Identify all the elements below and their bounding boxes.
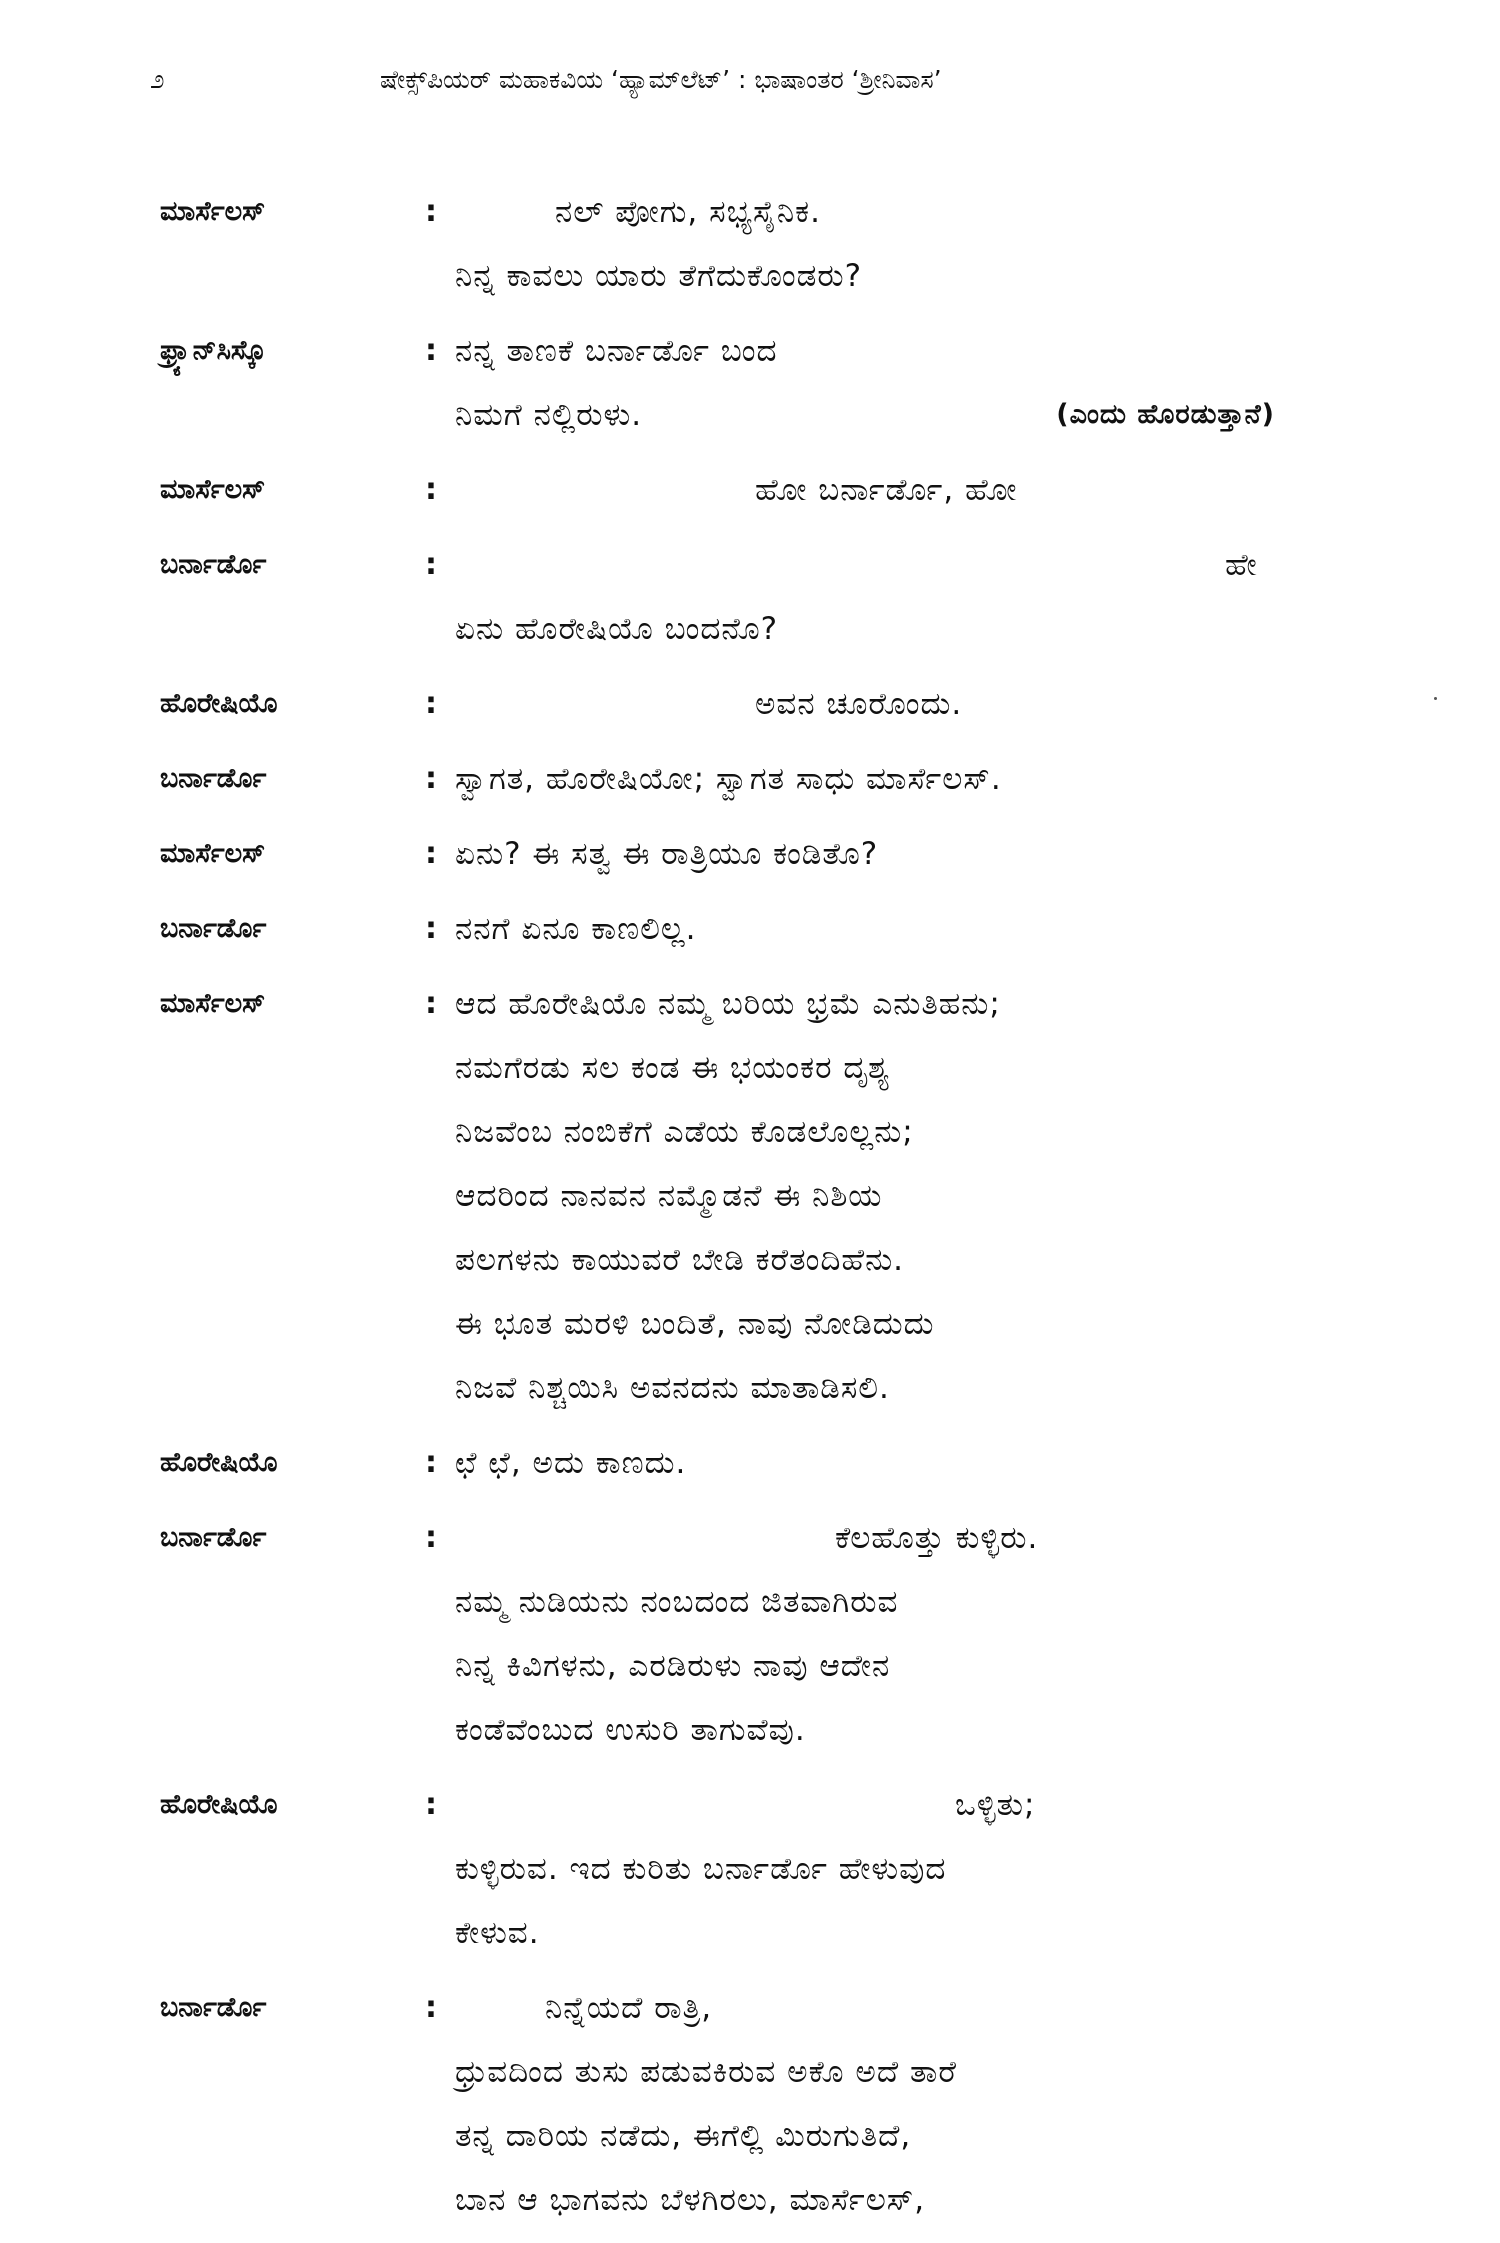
speaker-name: ಬರ್ನಾರ್ಡೊ	[160, 1992, 267, 2023]
dialogue-entry	[160, 897, 1360, 961]
speech-line: ನಿನ್ನ ಕಾವಲು ಯಾರು ತೆಗೆದುಕೊಂಡರು?	[455, 258, 863, 294]
speech-line: ಒಳ್ಳಿತು;	[955, 1787, 1036, 1823]
colon: :	[425, 547, 437, 582]
speech-line: ತನ್ನ ದಾರಿಯ ನಡೆದು, ಈಗೆಲ್ಲಿ ಮಿರುಗುತಿದೆ,	[455, 2118, 912, 2154]
dialogue-entry	[160, 533, 1360, 661]
speech	[455, 533, 1360, 661]
speech-line: ಏನು ಹೊರೇಷಿಯೊ ಬಂದನೊ?	[455, 611, 779, 647]
dialogue-entry	[160, 1976, 1360, 2232]
speaker-name: ಮಾರ್ಸೆಲಸ್	[160, 196, 266, 227]
speech-line: ಕುಳ್ಳಿರುವ. ಇದ ಕುರಿತು ಬರ್ನಾರ್ಡೊ ಹೇಳುವುದ	[455, 1851, 947, 1887]
speech-line: ಆದ ಹೊರೇಷಿಯೊ ನಮ್ಮ ಬರಿಯ ಭ್ರಮೆ ಎನುತಿಹನು;	[455, 986, 1001, 1022]
speaker-name: ಮಾರ್ಸೆಲಸ್	[160, 988, 266, 1019]
dialogue-entry	[160, 458, 1360, 522]
speech-line: ಛೆ ಛೆ, ಅದು ಕಾಣದು.	[455, 1445, 687, 1481]
speech-line: ನಿಜವೆಂಬ ನಂಬಿಕೆಗೆ ಎಡೆಯ ಕೊಡಲೊಲ್ಲನು;	[455, 1114, 914, 1150]
speech-line: ಆದರಿಂದ ನಾನವನ ನಮ್ಮೊಡನೆ ಈ ನಿಶಿಯ	[455, 1178, 883, 1214]
colon: :	[425, 1990, 437, 2025]
page-number: ೨	[150, 65, 165, 95]
colon: :	[425, 761, 437, 796]
page-header	[0, 58, 1500, 102]
speech-line: ನಿನ್ನೆಯದೆ ರಾತ್ರಿ,	[545, 1990, 713, 2026]
speaker-name: ಹೊರೇಷಿಯೊ	[160, 1447, 278, 1478]
speaker-name: ಬರ್ನಾರ್ಡೊ	[160, 549, 267, 580]
speech	[455, 897, 1360, 961]
speech-line: ನಿಜವೆ ನಿಶ್ಚಯಿಸಿ ಅವನದನು ಮಾತಾಡಿಸಲಿ.	[455, 1370, 890, 1406]
speaker-name: ಹೊರೇಷಿಯೊ	[160, 1789, 278, 1820]
speech-line: ಸ್ವಾಗತ, ಹೊರೇಷಿಯೋ; ಸ್ವಾಗತ ಸಾಧು ಮಾರ್ಸೆಲಸ್.	[455, 761, 1002, 797]
speech	[455, 180, 1360, 308]
dialogue-entry	[160, 747, 1360, 811]
speaker-name: ಫ್ರ್ಯಾನ್‌ಸಿಸ್ಕೊ	[160, 335, 267, 366]
play-script	[160, 180, 1360, 2243]
colon: :	[425, 911, 437, 946]
speech	[455, 822, 1360, 886]
colon: :	[425, 986, 437, 1021]
speech-line: ನನಗೆ ಏನೂ ಕಾಣಲಿಲ್ಲ.	[455, 911, 697, 947]
stage-direction: (ಎಂದು ಹೊರಡುತ್ತಾನೆ)	[1056, 399, 1275, 430]
speaker-name: ಬರ್ನಾರ್ಡೊ	[160, 913, 267, 944]
dialogue-entry	[160, 972, 1360, 1420]
colon: :	[425, 333, 437, 368]
speech-line-with-direction	[455, 383, 1275, 447]
speaker-name: ಬರ್ನಾರ್ಡೊ	[160, 763, 267, 794]
colon: :	[425, 194, 437, 229]
dialogue-entry	[160, 180, 1360, 308]
speech	[455, 1506, 1360, 1762]
speaker-name: ಮಾರ್ಸೆಲಸ್	[160, 838, 266, 869]
speech-line: ನಲ್ ಪೋಗು, ಸಭ್ಯಸೈನಿಕ.	[555, 194, 821, 230]
speaker-name: ಬರ್ನಾರ್ಡೊ	[160, 1522, 267, 1553]
dialogue-entry	[160, 672, 1360, 736]
speech	[455, 747, 1360, 811]
print-speck	[1434, 697, 1437, 700]
speaker-name: ಹೊರೇಷಿಯೊ	[160, 688, 278, 719]
speech	[455, 1773, 1360, 1965]
dialogue-entry	[160, 1431, 1360, 1495]
colon: :	[425, 1787, 437, 1822]
speech-line: ಕೇಳುವ.	[455, 1915, 540, 1951]
dialogue-entry	[160, 822, 1360, 886]
speech-line: ಅವನ ಚೂರೊಂದು.	[755, 686, 963, 722]
dialogue-entry	[160, 1506, 1360, 1762]
speech	[455, 458, 1360, 522]
speech	[455, 972, 1360, 1420]
speech-line: ಕೆಲಹೊತ್ತು ಕುಳ್ಳಿರು.	[835, 1520, 1039, 1556]
colon: :	[425, 686, 437, 721]
speech-line: ಪಲಗಳನು ಕಾಯುವರೆ ಬೇಡಿ ಕರೆತಂದಿಹೆನು.	[455, 1242, 905, 1278]
colon: :	[425, 1520, 437, 1555]
colon: :	[425, 472, 437, 507]
speech	[455, 1976, 1360, 2232]
speech-line: ಧ್ರುವದಿಂದ ತುಸು ಪಡುವಕಿರುವ ಅಕೊ ಅದೆ ತಾರೆ	[455, 2054, 957, 2090]
running-title: ಷೇಕ್ಸ್‌ಪಿಯರ್ ಮಹಾಕವಿಯ ‘ಹ್ಯಾಮ್‌ಲೆಟ್’ : ಭಾಷಾಂತರ ‘ಶ್ರೀನಿವಾಸ’	[380, 65, 942, 94]
dialogue-entry	[160, 1773, 1360, 1965]
speech-line: ನಿನ್ನ ಕಿವಿಗಳನು, ಎರಡಿರುಳು ನಾವು ಆದೇನ	[455, 1648, 891, 1684]
speech-line: ಬಾನ ಆ ಭಾಗವನು ಬೆಳಗಿರಲು, ಮಾರ್ಸೆಲಸ್,	[455, 2182, 926, 2218]
speech-line: ಹೋ ಬರ್ನಾರ್ಡೊ, ಹೋ	[755, 472, 1018, 508]
speech-line: ಹೇ	[1225, 547, 1258, 583]
speech	[455, 1431, 1360, 1495]
colon: :	[425, 836, 437, 871]
speech-line: ಕಂಡೆವೆಂಬುದ ಉಸುರಿ ತಾಗುವೆವು.	[455, 1712, 806, 1748]
speech-line: ನಿಮಗೆ ನಲ್ಲಿರುಳು.	[455, 397, 643, 433]
speech-line: ನಮ್ಮ ನುಡಿಯನು ನಂಬದಂದ ಜಿತವಾಗಿರುವ	[455, 1584, 899, 1620]
colon: :	[425, 1445, 437, 1480]
speaker-name: ಮಾರ್ಸೆಲಸ್	[160, 474, 266, 505]
speech	[455, 672, 1360, 736]
speech-line: ಈ ಭೂತ ಮರಳಿ ಬಂದಿತೆ, ನಾವು ನೋಡಿದುದು	[455, 1306, 935, 1342]
speech-line: ನನ್ನ ತಾಣಕೆ ಬರ್ನಾರ್ಡೊ ಬಂದ	[455, 333, 778, 369]
speech	[455, 319, 1360, 447]
speech-line: ನಮಗೆರಡು ಸಲ ಕಂಡ ಈ ಭಯಂಕರ ದೃಶ್ಯ	[455, 1050, 891, 1086]
dialogue-entry	[160, 319, 1360, 447]
speech-line: ಏನು? ಈ ಸತ್ವ ಈ ರಾತ್ರಿಯೂ ಕಂಡಿತೊ?	[455, 836, 879, 872]
